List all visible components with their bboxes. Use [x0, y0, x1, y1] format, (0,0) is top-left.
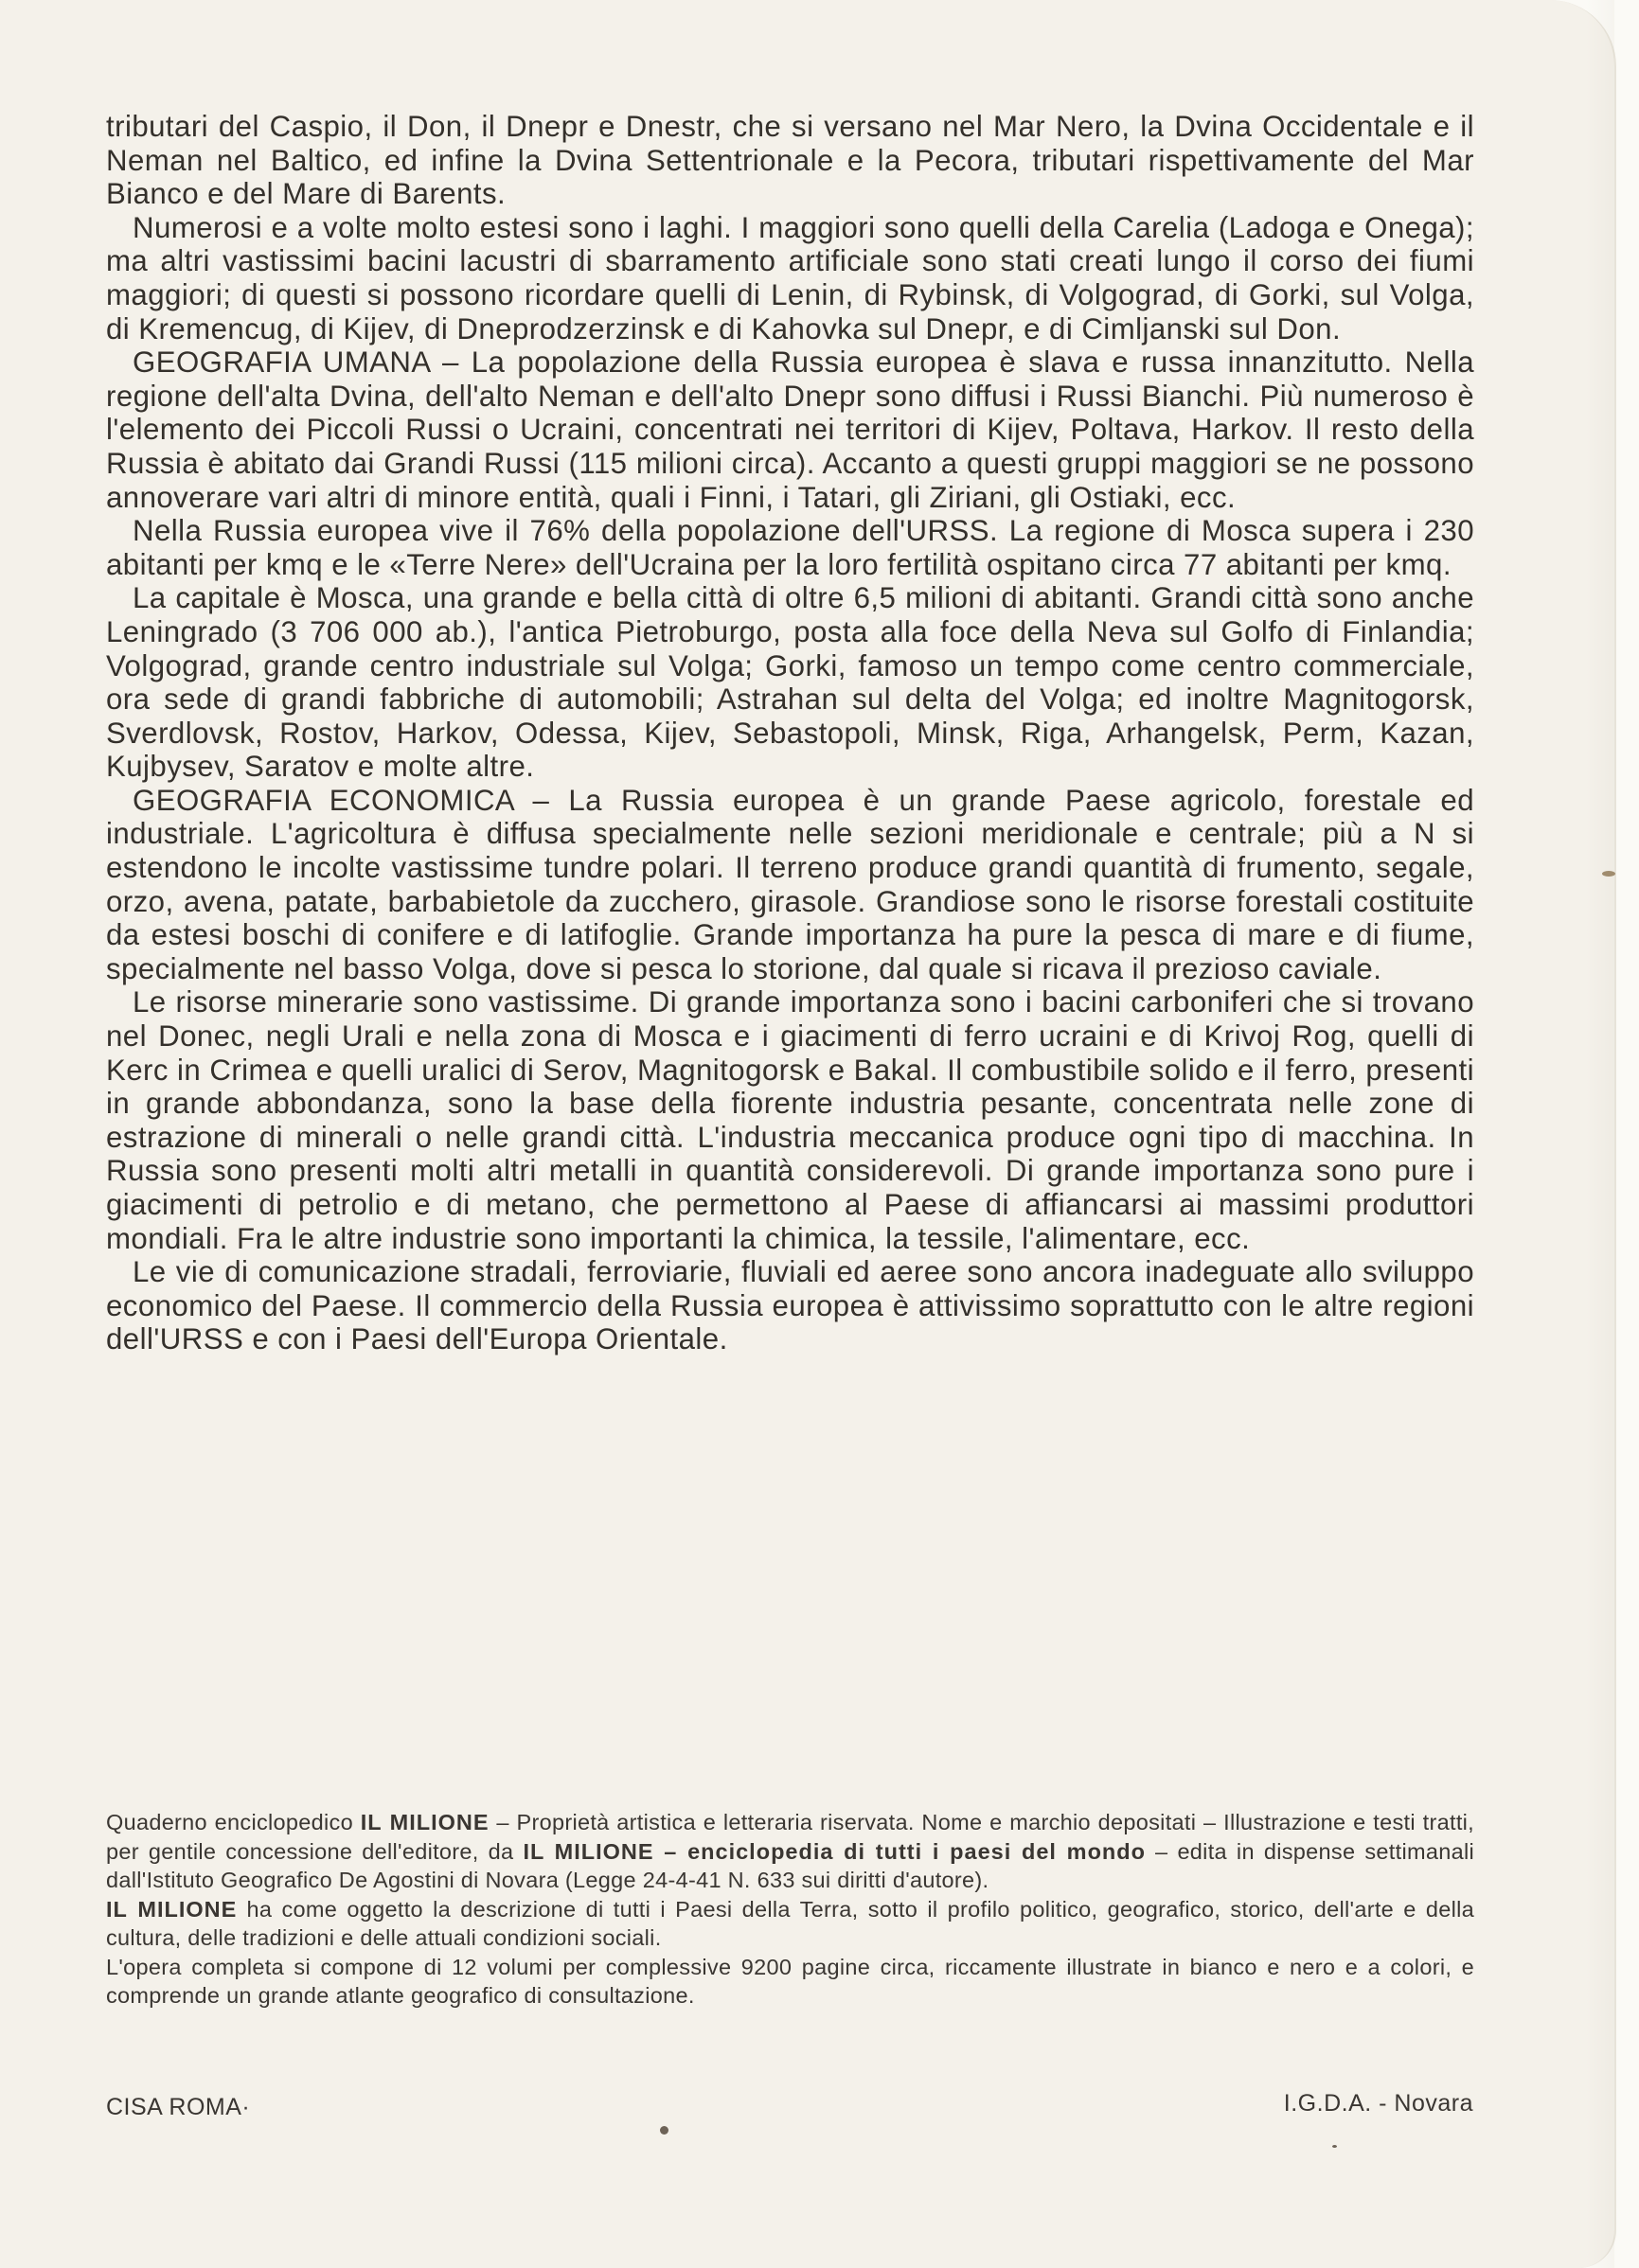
colophon-text: – edita in dispense settimanali dall'Istituto Geografico De Agostini di Novara (Legge 24-4-41 N. 633 sui diritti d'autore). [106, 1838, 1474, 1892]
paragraph: Numerosi e a volte molto estesi sono i laghi. I maggiori sono quelli della Carelia (Ladoga e Onega); ma altri vastissimi bacini lacustri di sbarramento artificiale sono stati creati lungo il corso dei fiumi maggiori; di questi si possono ricordare quelli di Lenin, di Rybinsk, di Volgograd, di Gorki, sul Volga, di Kremencug, di Kijev, di Dneprodzerzinsk e di Kahovka sul Dnepr, e di Cimljanski sul Don. [106, 210, 1474, 346]
brand-name: IL MILIONE [360, 1810, 490, 1834]
paragraph: Nella Russia europea vive il 76% della popolazione dell'URSS. La regione di Mosca supera i 230 abitanti per kmq e le «Terre Nere» dell'Ucraina per la loro fertilità ospitano circa 77 abitanti per kmq. [106, 514, 1474, 581]
paragraph: GEOGRAFIA UMANA – La popolazione della Russia europea è slava e russa innanzitutto. Nella regione dell'alta Dvina, dell'alto Neman e dell'alto Dnepr sono diffusi i Russi Bianchi. Più numeroso è l'elemento dei Piccoli Russi o Ucraini, concentrati nei territori di Kijev, Poltava, Harkov. Il resto della Russia è abitato dai Grandi Russi (115 milioni circa). Accanto a questi gruppi maggiori se ne possono annoverare vari altri di minore entità, quali i Finni, i Tatari, gli Ziriani, gli Ostiaki, ecc. [106, 346, 1474, 514]
paragraph: GEOGRAFIA ECONOMICA – La Russia europea è un grande Paese agricolo, forestale ed industriale. L'agricoltura è diffusa specialmente nelle sezioni meridionale e centrale; più a N si estendono le incolte vastissime tundre polari. Il terreno produce grandi quantità di frumento, segale, orzo, avena, patate, barbabietole da zucchero, girasole. Grandiose sono le risorse forestali costituite da estesi boschi di conifere e di latifoglie. Grande importanza ha pure la pesca di mare e di fiume, specialmente nel basso Volga, dove si pesca lo storione, dal quale si ricava il prezioso caviale. [106, 783, 1474, 985]
colophon [106, 1808, 1474, 2011]
colophon-text: – Proprietà artistica e letteraria riservata. Nome e marchio depositati – Illustrazione e testi tratti, per gentile concessione dell'editore, da [106, 1810, 1474, 1864]
colophon-paragraph: L'opera completa si compone di 12 volumi per complessive 9200 pagine circa, riccamente illustrate in bianco e nero e a colori, e comprende un grande atlante geografico di consultazione. [106, 1954, 1474, 2008]
ink-speck [660, 2126, 668, 2135]
publisher-credit: I.G.D.A. - Novara [1283, 2090, 1473, 2117]
brand-name: IL MILIONE [106, 1896, 238, 1922]
paragraph: La capitale è Mosca, una grande e bella città di oltre 6,5 milioni di abitanti. Grandi città sono anche Leningrado (3 706 000 ab.), l'antica Pietroburgo, posta alla foce della Neva sul Golfo di Finlandia; Volgograd, grande centro industriale sul Volga; Gorki, famoso un tempo come centro commerciale, ora sede di grandi fabbriche di automobili; Astrahan sul delta del Volga; ed inoltre Magnitogorsk, Sverdlovsk, Rostov, Harkov, Odessa, Kijev, Sebastopoli, Minsk, Riga, Arhangelsk, Perm, Kazan, Kujbysev, Saratov e molte altre. [106, 581, 1474, 784]
colophon-text: ha come oggetto la descrizione di tutti i Paesi della Terra, sotto il profilo politico, geografico, storico, dell'arte e della cultura, delle tradizioni e delle attuali condizioni sociali. [106, 1896, 1475, 1950]
colophon-paragraph [106, 1895, 1474, 1953]
printer-credit: CISA ROMA· [106, 2094, 251, 2120]
paragraph: tributari del Caspio, il Don, il Dnepr e Dnestr, che si versano nel Mar Nero, la Dvina Occidentale e il Neman nel Baltico, ed infine la Dvina Settentrionale e la Pecora, tributari rispettivamente del Mar Bianco e del Mare di Barents. [106, 110, 1474, 211]
paragraph: Le vie di comunicazione stradali, ferroviarie, fluviali ed aeree sono ancora inadeguate allo sviluppo economico del Paese. Il commercio della Russia europea è attivissimo soprattutto con le altre regioni dell'URSS e con i Paesi dell'Europa Orientale. [106, 1255, 1474, 1356]
article-body [106, 110, 1474, 1356]
colophon-paragraph [106, 1808, 1474, 1895]
ink-speck [1602, 871, 1615, 877]
colophon-text: Quaderno enciclopedico [106, 1810, 361, 1834]
brand-title: IL MILIONE – enciclopedia di tutti i paesi del mondo [523, 1838, 1146, 1864]
ink-speck [1332, 2145, 1337, 2148]
paragraph: Le risorse minerarie sono vastissime. Di grande importanza sono i bacini carboniferi che si trovano nel Donec, negli Urali e nella zona di Mosca e i giacimenti di ferro ucraini e di Krivoj Rog, quelli di Kerc in Crimea e quelli uralici di Serov, Magnitogorsk e Bakal. Il combustibile solido e il ferro, presenti in grande abbondanza, sono la base della fiorente industria pesante, concentrata nelle zone di estrazione di minerali o nelle grandi città. L'industria meccanica produce ogni tipo di macchina. In Russia sono presenti molti altri metalli in quantità considerevoli. Di grande importanza sono pure i giacimenti di petrolio e di metano, che permettono al Paese di affiancarsi ai massimi produttori mondiali. Fra le altre industrie sono importanti la chimica, la tessile, l'alimentare, ecc. [106, 985, 1474, 1255]
page-edge [1586, 0, 1614, 2268]
